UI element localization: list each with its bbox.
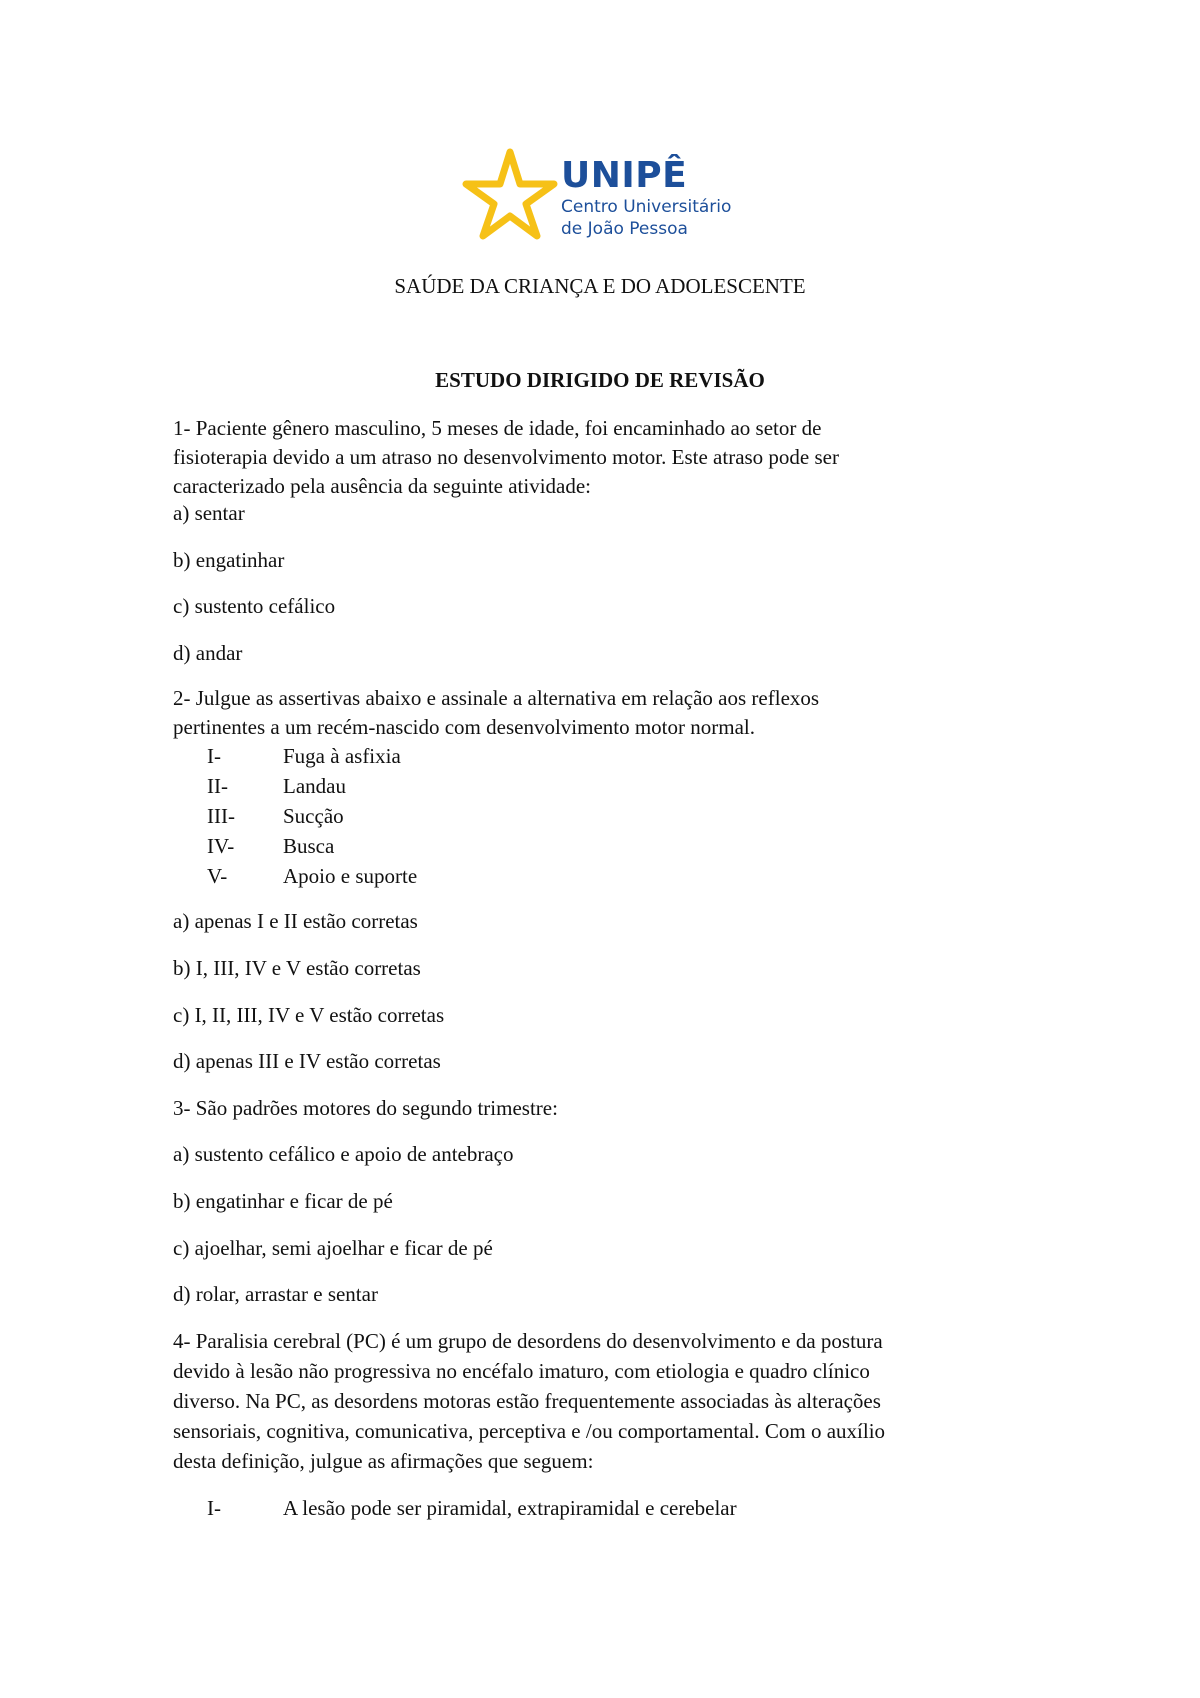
q4-stem-line: 4- Paralisia cerebral (PC) é um grupo de desordens do desenvolvimento e da postura [173,1329,883,1353]
q1-stem-line: caracterizado pela ausência da seguinte atividade: [173,474,592,498]
logo-subtitle-line2: de João Pessoa [561,219,688,239]
star-icon [462,146,558,242]
q2-item-number: III- [207,804,235,828]
q2-stem-line: 2- Julgue as assertivas abaixo e assinale a alternativa em relação aos reflexos [173,686,820,710]
q2-item-number: V- [207,864,228,888]
q4-item-number: I- [207,1496,221,1520]
q2-item-text: Apoio e suporte [283,864,418,888]
q3-stem: 3- São padrões motores do segundo trimestre: [173,1096,558,1120]
document-heading: ESTUDO DIRIGIDO DE REVISÃO [435,368,765,392]
q2-item-number: II- [207,774,228,798]
q3-option: d) rolar, arrastar e sentar [173,1282,378,1306]
q4-stem-line: sensoriais, cognitiva, comunicativa, perceptiva e /ou comportamental. Com o auxílio [173,1419,886,1443]
q1-stem-line: fisioterapia devido a um atraso no desenvolvimento motor. Este atraso pode ser [173,445,839,469]
q2-item-text: Landau [283,774,346,798]
q1-option: d) andar [173,641,243,665]
logo-subtitle-line1: Centro Universitário [561,197,732,217]
q2-option: b) I, III, IV e V estão corretas [173,956,421,980]
q3-option: b) engatinhar e ficar de pé [173,1189,393,1213]
q4-stem-line: devido à lesão não progressiva no encéfalo imaturo, com etiologia e quadro clínico [173,1359,870,1383]
q2-item-text: Busca [283,834,335,858]
q3-option: c) ajoelhar, semi ajoelhar e ficar de pé [173,1236,493,1260]
institution-logo [462,146,762,256]
q2-option: c) I, II, III, IV e V estão corretas [173,1003,445,1027]
q2-stem-line: pertinentes a um recém-nascido com desenvolvimento motor normal. [173,715,755,739]
q4-stem-line: desta definição, julgue as afirmações que seguem: [173,1449,594,1473]
q4-stem-line: diverso. Na PC, as desordens motoras estão frequentemente associadas às alterações [173,1389,881,1413]
course-title: SAÚDE DA CRIANÇA E DO ADOLESCENTE [394,274,806,298]
q1-option: a) sentar [173,501,245,525]
q3-option: a) sustento cefálico e apoio de antebraço [173,1142,514,1166]
q4-item-text: A lesão pode ser piramidal, extrapiramidal e cerebelar [283,1496,737,1520]
logo-text [561,156,731,240]
q2-item-number: I- [207,744,221,768]
q2-option: d) apenas III e IV estão corretas [173,1049,441,1073]
q2-option: a) apenas I e II estão corretas [173,909,418,933]
logo-brand: UNIPÊ [561,155,688,196]
q1-option: b) engatinhar [173,548,285,572]
q2-item-text: Sucção [283,804,344,828]
q2-item-text: Fuga à asfixia [283,744,401,768]
q1-stem-line: 1- Paciente gênero masculino, 5 meses de idade, foi encaminhado ao setor de [173,416,822,440]
q2-item-number: IV- [207,834,235,858]
q1-option: c) sustento cefálico [173,594,336,618]
